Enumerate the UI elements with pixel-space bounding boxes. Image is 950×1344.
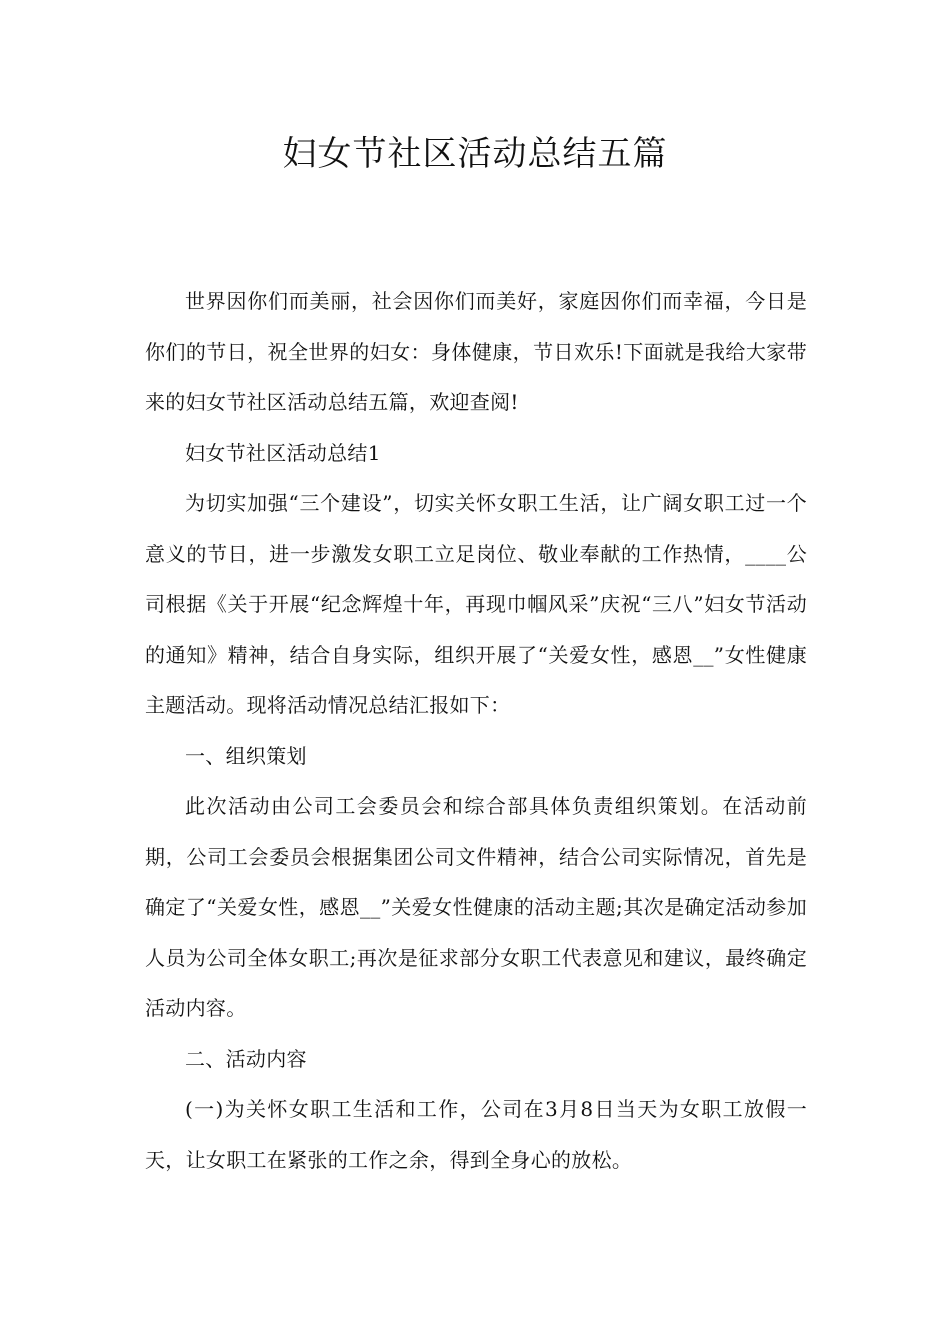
body-paragraph: 此次活动由公司工会委员会和综合部具体负责组织策划。在活动前期，公司工会委员会根据集团公司文件精神，结合公司实际情况，首先是确定了“关爱女性，感恩__”关爱女性健康的活动主题;其次是确定活动参加人员为公司全体女职工;再次是征求部分女职工代表意见和建议，最终确定活动内容。: [145, 794, 807, 1020]
section-heading-organization: 一、组织策划: [185, 743, 307, 768]
section-heading-summary-1: 妇女节社区活动总结1: [185, 440, 381, 465]
document-title: 妇女节社区活动总结五篇: [282, 134, 668, 174]
intro-paragraph: 世界因你们而美丽，社会因你们而美好，家庭因你们而幸福，今日是你们的节日，祝全世界的妇女：身体健康，节日欢乐!下面就是我给大家带来的妇女节社区活动总结五篇，欢迎查阅!: [145, 289, 807, 414]
section-heading-activity-content: 二、活动内容: [185, 1046, 307, 1071]
document-body: [145, 276, 807, 1185]
body-paragraph: 为切实加强“三个建设”，切实关怀女职工生活，让广阔女职工过一个意义的节日，进一步激发女职工立足岗位、敬业奉献的工作热情，____公司根据《关于开展“纪念辉煌十年，再现巾帼风采”庆祝“三八”妇女节活动的通知》精神，结合自身实际，组织开展了“关爱女性，感恩__”女性健康主题活动。现将活动情况总结汇报如下：: [145, 491, 807, 717]
body-paragraph: (一)为关怀女职工生活和工作，公司在3月8日当天为女职工放假一天，让女职工在紧张的工作之余，得到全身心的放松。: [145, 1097, 807, 1172]
